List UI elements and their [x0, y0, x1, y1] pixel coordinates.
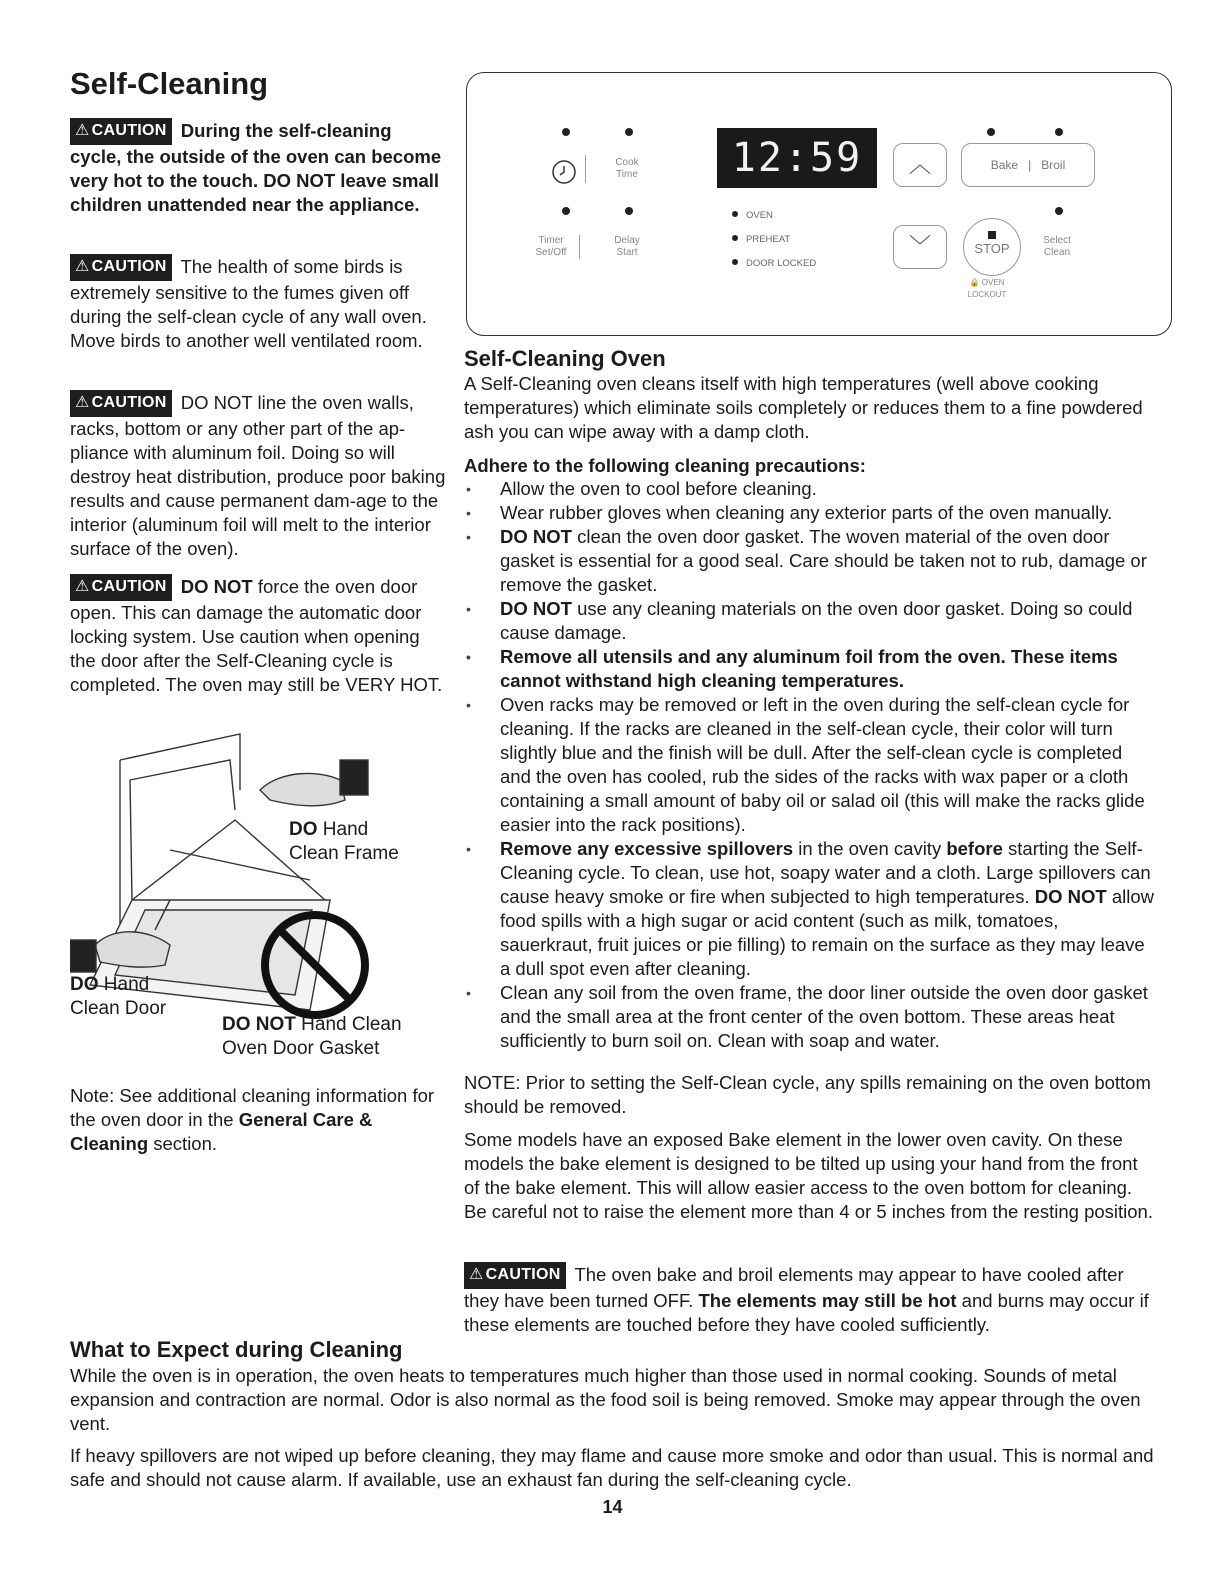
caution-3: ⚠ CAUTION DO NOT line the oven walls, racks, bottom or any other part of the ap-pliance with aluminum foil. Doing so will destroy heat distribution, produce poor baking results and cause permanent dam-age to the interior (aluminum foil will melt to the interior surface of the oven). [70, 392, 446, 559]
stop-icon [988, 231, 996, 239]
figure-label-gasket: DO NOT Hand Clean Oven Door Gasket [222, 1014, 402, 1059]
caution-badge: ⚠ CAUTION [464, 1262, 566, 1289]
warning-icon: ⚠ [75, 122, 90, 139]
delay-start-key[interactable]: Delay Start [614, 235, 640, 258]
self-cleaning-oven-heading: Self-Cleaning Oven [464, 346, 666, 371]
list-item: • Remove any excessive spillovers in the oven cavity before starting the Self-Cleaning cycle. To clean, use hot, soapy water and a cloth. Large spillovers can cause heavy smoke or fire when subjected to high temperatures. DO NOT allow food spills with a high sugar or acid content (such as milk, tomatoes, sauerkraut, fruit juices or pie filling) to remain on the surface as they may leave a dull spot even after cleaning. [464, 837, 1154, 981]
caution-4: ⚠ CAUTION DO NOT force the oven door open. This can damage the automatic door locking system. Use caution when opening the door after the Self-Cleaning cycle is completed. The oven may still be VERY HOT. [70, 576, 443, 695]
note-general-care: Note: See additional cleaning information for the oven door in the General Care & Cleaning section. [70, 1085, 435, 1154]
bottom-paragraph-2: If heavy spillovers are not wiped up before cleaning, they may flame and cause more smoke and odor than usual. This is normal and safe and should not cause alarm. If available, use an exhaust fan during the self-cleaning cycle. [70, 1445, 1154, 1490]
precautions-heading: Adhere to the following cleaning precautions: [464, 455, 866, 476]
what-to-expect-heading: What to Expect during Cleaning [70, 1337, 403, 1362]
broil-key[interactable]: Broil [1041, 158, 1066, 172]
warning-icon: ⚠ [75, 578, 90, 595]
list-item: • Allow the oven to cool before cleaning. [464, 477, 1154, 501]
list-item: • Clean any soil from the oven frame, the door liner outside the oven door gasket and the small area at the front center of the oven bottom. These areas heat sufficiently to burn soil on. Clean with soap and water. [464, 981, 1154, 1053]
clock-display: 12:59 [717, 128, 877, 188]
warning-icon: ⚠ [469, 1266, 484, 1283]
indicator-oven: OVEN [732, 210, 773, 221]
bake-broil-keys: Bake | Broil [961, 143, 1095, 187]
indicator-preheat: PREHEAT [732, 234, 790, 245]
clock-icon[interactable] [550, 158, 578, 186]
caution-badge: ⚠ CAUTION [70, 574, 172, 601]
note-spills: NOTE: Prior to setting the Self-Clean cycle, any spills remaining on the oven bottom should be removed. [464, 1072, 1151, 1117]
bake-element-paragraph: Some models have an exposed Bake element in the lower oven cavity. On these models the bake element is designed to be tilted up using your hand from the front of the bake element. This will allow easier access to the oven bottom for cleaning. Be careful not to raise the element more than 4 or 5 inches from the resting position. [464, 1129, 1153, 1222]
caution-1: ⚠ CAUTION During the self-cleaning cycle, the outside of the oven can become very hot to the touch. DO NOT leave small children unattended near the appliance. [70, 120, 442, 215]
indicator-door-locked: DOOR LOCKED [732, 258, 816, 269]
list-item: • DO NOT use any cleaning materials on the oven door gasket. Doing so could cause damage. [464, 597, 1154, 645]
down-arrow-key[interactable]: ﹀ [893, 225, 947, 269]
list-item: • DO NOT clean the oven door gasket. The woven material of the oven door gasket is essential for a good seal. Care should be taken not to rub, damage or remove the gasket. [464, 525, 1154, 597]
caution-badge: ⚠ CAUTION [70, 118, 172, 145]
caution-5: ⚠ CAUTION The oven bake and broil elements may appear to have cooled after they have been turned OFF. The elements may still be hot and burns may occur if these elements are touched before they have cooled sufficiently. [464, 1264, 1149, 1335]
bottom-paragraph-1: While the oven is in operation, the oven heats to temperatures much higher than those used in normal cooking. Sounds of metal expansion and contraction are normal. Odor is also normal as the food soil is being removed. Smoke may appear through the oven vent. [70, 1365, 1141, 1434]
caution-badge: ⚠ CAUTION [70, 390, 172, 417]
cook-time-key[interactable]: Cook Time [615, 157, 639, 180]
bake-key[interactable]: Bake [990, 158, 1019, 172]
up-arrow-key[interactable]: ︿ [893, 143, 947, 187]
page-title: Self-Cleaning [70, 66, 269, 101]
figure-label-door: DO Hand Clean Door [70, 974, 167, 1019]
warning-icon: ⚠ [75, 258, 90, 275]
caution-badge: ⚠ CAUTION [70, 254, 172, 281]
page-number: 14 [602, 1497, 623, 1517]
lock-icon: 🔒 [969, 278, 980, 287]
list-item: • Oven racks may be removed or left in the oven during the self-clean cycle for cleaning. If the racks are cleaned in the self-clean cycle, their color will turn slightly blue and the finish will be dull. After the self-clean cycle is completed and the oven has cooled, rub the sides of the racks with wax paper or a cloth containing a small amount of baby oil or salad oil (this will make the racks glide easier into the rack positions). [464, 693, 1154, 837]
stop-key[interactable]: STOP [963, 218, 1021, 276]
oven-control-panel [466, 72, 1172, 336]
select-clean-key[interactable]: Select Clean [1043, 235, 1071, 258]
timer-key[interactable]: Timer Set/Off [535, 235, 567, 258]
list-item: • Wear rubber gloves when cleaning any exterior parts of the oven manually. [464, 501, 1154, 525]
oven-lockout: 🔒 OVEN LOCKOUT [967, 278, 1007, 299]
precautions-list [464, 477, 1154, 1053]
caution-2: ⚠ CAUTION The health of some birds is extremely sensitive to the fumes given off during the self-clean cycle of any wall oven. Move birds to another well ventilated room. [70, 256, 427, 351]
figure-label-frame: DO Hand Clean Frame [289, 819, 399, 864]
list-item: • Remove all utensils and any aluminum foil from the oven. These items cannot withstand high cleaning temperatures. [464, 645, 1154, 693]
warning-icon: ⚠ [75, 394, 90, 411]
intro-paragraph: A Self-Cleaning oven cleans itself with high temperatures (well above cooking temperatures) which eliminate soils completely or reduces them to a fine powdered ash you can wipe away with a damp cloth. [464, 373, 1143, 442]
